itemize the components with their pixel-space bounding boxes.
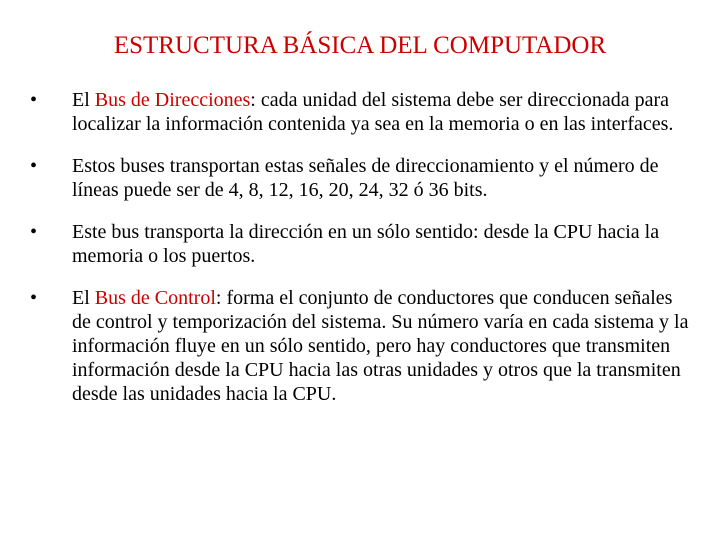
bullet-term: Bus de Control (94, 287, 216, 309)
bullet-icon: • (30, 287, 38, 309)
bullet-text: Este bus transporta la dirección en un sólo sentido: desde la CPU hacia la memoria o los puertos. (72, 221, 660, 267)
bullet-prefix: El (72, 287, 95, 309)
bullet-prefix: El (72, 89, 95, 111)
bullet-list (30, 88, 690, 406)
slide-title: ESTRUCTURA BÁSICA DEL COMPUTADOR (113, 32, 607, 59)
bullet-icon: • (30, 155, 38, 177)
bullet-term: Bus de Direcciones (94, 89, 251, 111)
bullet-item-direccionamiento (30, 154, 690, 202)
bullet-item-sentido (30, 220, 690, 268)
bullet-text: : cada unidad del sistema debe ser direccionada para localizar la información contenida ya sea en la memoria o en las interfaces. (72, 89, 674, 135)
bullet-item-bus-control (30, 286, 690, 406)
bullet-item-bus-direcciones (30, 88, 690, 136)
bullet-text: Estos buses transportan estas señales de direccionamiento y el número de líneas puede ser de 4, 8, 12, 16, 20, 24, 32 ó 36 bits. (72, 155, 659, 201)
bullet-text: : forma el conjunto de conductores que conducen señales de control y temporización del sistema. Su número varía en cada sistema y la información fluye en un sólo sentido, pero hay conductores que transmiten información desde la CPU hacia las otras unidades y otros que la transmiten desde las unidades hacia la CPU. (72, 287, 689, 405)
bullet-icon: • (30, 221, 38, 243)
bullet-icon: • (30, 89, 38, 111)
